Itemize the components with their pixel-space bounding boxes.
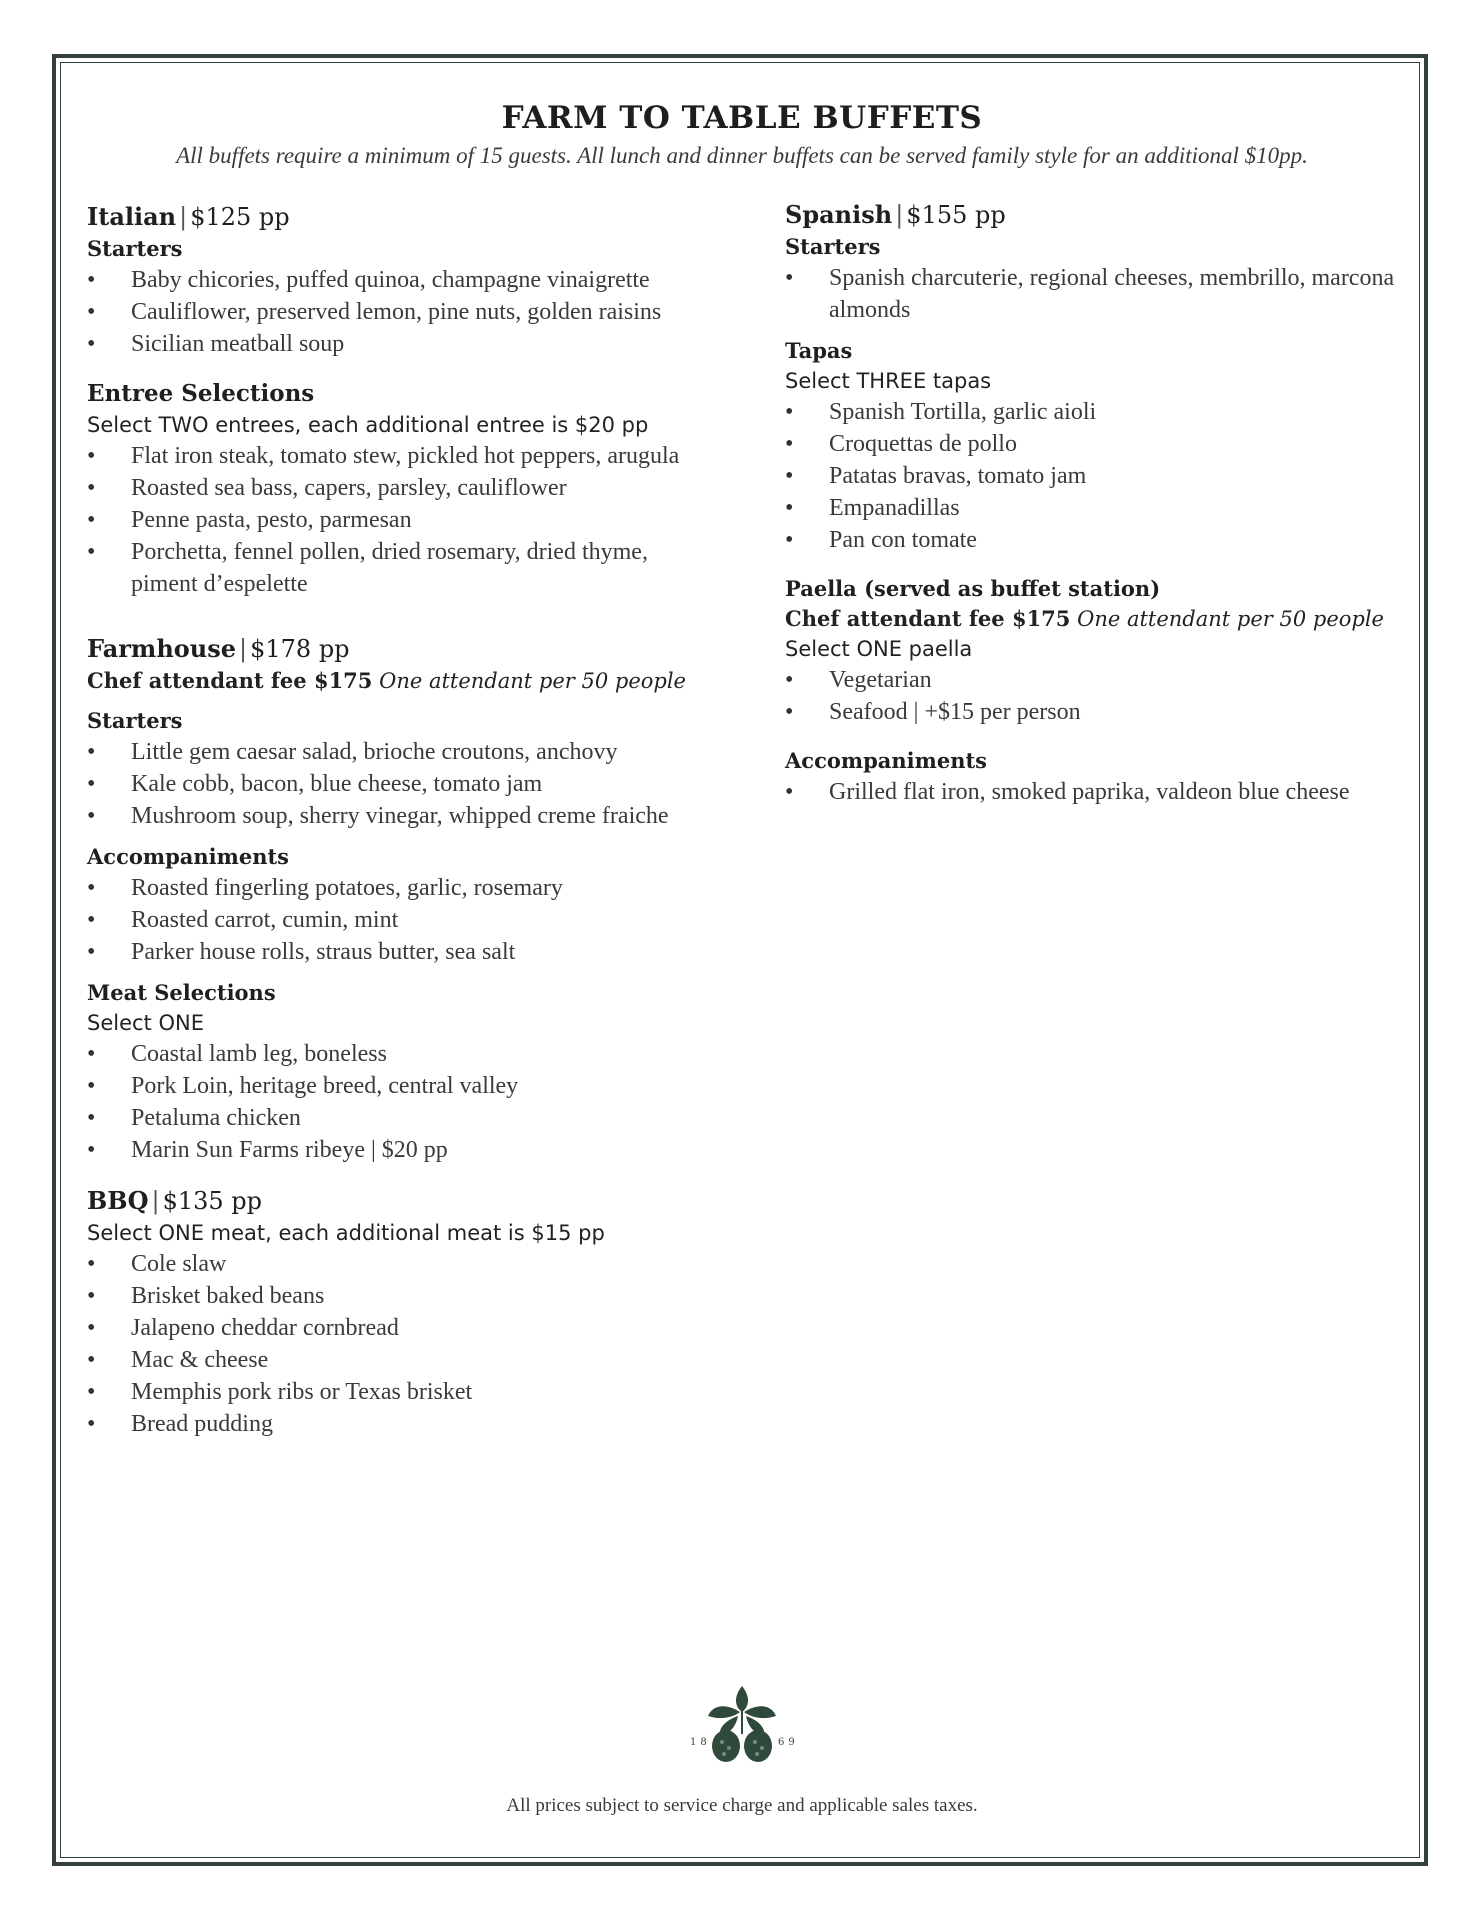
list-item: • Little gem caesar salad, brioche croutons, anchovy bbox=[87, 736, 707, 768]
list-item: • Mac & cheese bbox=[87, 1344, 707, 1376]
list-item: • Roasted sea bass, capers, parsley, cauliflower bbox=[87, 472, 707, 504]
left-column bbox=[87, 200, 707, 1440]
list-item: • Patatas bravas, tomato jam bbox=[785, 460, 1425, 492]
spanish-tapas-list bbox=[785, 396, 1425, 556]
list-item: • Petaluma chicken bbox=[87, 1102, 707, 1134]
list-item: • Bread pudding bbox=[87, 1408, 707, 1440]
list-item: • Memphis pork ribs or Texas brisket bbox=[87, 1376, 707, 1408]
spanish-paella-label: Paella (served as buffet station) bbox=[785, 576, 1161, 601]
spanish-paella-note: Select ONE paella bbox=[785, 637, 973, 661]
italian-entree-note: Select TWO entrees, each additional entree is $20 pp bbox=[87, 413, 649, 437]
list-item: • Marin Sun Farms ribeye | $20 pp bbox=[87, 1134, 707, 1166]
italian-heading bbox=[87, 200, 707, 234]
logo-year-right: 69 bbox=[778, 1737, 799, 1748]
spanish-separator: | bbox=[895, 201, 904, 229]
bbq-separator: | bbox=[151, 1187, 160, 1215]
bbq-name: BBQ bbox=[87, 1186, 149, 1215]
spanish-starters-label: Starters bbox=[785, 234, 881, 259]
farmhouse-fee-label: Chef attendant fee $175 bbox=[87, 668, 373, 693]
list-item: • Roasted carrot, cumin, mint bbox=[87, 904, 707, 936]
list-item: • Coastal lamb leg, boneless bbox=[87, 1038, 707, 1070]
spanish-starters-list bbox=[785, 262, 1425, 326]
list-item: • Jalapeno cheddar cornbread bbox=[87, 1312, 707, 1344]
list-item: • Porchetta, fennel pollen, dried rosemary, dried thyme, piment d’espelette bbox=[87, 536, 707, 600]
list-item: • Flat iron steak, tomato stew, pickled hot peppers, arugula bbox=[87, 440, 707, 472]
spanish-accompaniments-list bbox=[785, 776, 1425, 808]
list-item: • Parker house rolls, straus butter, sea salt bbox=[87, 936, 707, 968]
list-item: • Pan con tomate bbox=[785, 524, 1425, 556]
list-item: • Sicilian meatball soup bbox=[87, 328, 707, 360]
farmhouse-fee-note: One attendant per 50 people bbox=[379, 669, 686, 693]
list-item: • Seafood | +$15 per person bbox=[785, 696, 1425, 728]
farmhouse-heading bbox=[87, 632, 707, 666]
list-item: • Mushroom soup, sherry vinegar, whipped creme fraiche bbox=[87, 800, 707, 832]
list-item: • Cauliflower, preserved lemon, pine nuts, golden raisins bbox=[87, 296, 707, 328]
list-item: • Kale cobb, bacon, blue cheese, tomato jam bbox=[87, 768, 707, 800]
list-item: • Spanish Tortilla, garlic aioli bbox=[785, 396, 1425, 428]
logo-year-left: 18 bbox=[690, 1737, 711, 1748]
italian-price: $125 pp bbox=[190, 203, 290, 231]
spanish-paella-list bbox=[785, 664, 1425, 728]
farmhouse-accompaniments-list bbox=[87, 872, 707, 968]
bbq-list bbox=[87, 1248, 707, 1440]
farmhouse-fee bbox=[87, 666, 707, 696]
right-column bbox=[785, 198, 1425, 808]
spanish-name: Spanish bbox=[785, 200, 893, 229]
list-item: • Roasted fingerling potatoes, garlic, rosemary bbox=[87, 872, 707, 904]
farmhouse-starters-list bbox=[87, 736, 707, 832]
farmhouse-price: $178 pp bbox=[250, 635, 350, 663]
list-item: • Grilled flat iron, smoked paprika, valdeon blue cheese bbox=[785, 776, 1425, 808]
farmhouse-name: Farmhouse bbox=[87, 634, 237, 663]
list-item: • Pork Loin, heritage breed, central valley bbox=[87, 1070, 707, 1102]
list-item: • Cole slaw bbox=[87, 1248, 707, 1280]
leaf-fruit-logo-icon bbox=[672, 1678, 812, 1778]
spanish-paella-fee bbox=[785, 604, 1425, 634]
spanish-price: $155 pp bbox=[906, 201, 1006, 229]
page-subtitle: All buffets require a minimum of 15 guests. All lunch and dinner buffets can be served family style for an additional $10pp. bbox=[176, 143, 1308, 168]
list-item: • Baby chicories, puffed quinoa, champagne vinaigrette bbox=[87, 264, 707, 296]
bbq-price: $135 pp bbox=[162, 1187, 263, 1215]
italian-separator: | bbox=[179, 203, 188, 231]
farmhouse-starters-label: Starters bbox=[87, 708, 183, 733]
list-item: • Vegetarian bbox=[785, 664, 1425, 696]
italian-entree-label: Entree Selections bbox=[87, 380, 315, 407]
spanish-accompaniments-label: Accompaniments bbox=[785, 748, 988, 773]
bbq-note: Select ONE meat, each additional meat is $15 pp bbox=[87, 1221, 605, 1245]
spanish-tapas-note: Select THREE tapas bbox=[785, 369, 992, 393]
list-item: • Empanadillas bbox=[785, 492, 1425, 524]
farmhouse-separator: | bbox=[239, 635, 248, 663]
italian-entree-list bbox=[87, 440, 707, 600]
page-title: FARM TO TABLE BUFFETS bbox=[501, 100, 983, 136]
footer-note: All prices subject to service charge and applicable sales taxes. bbox=[506, 1795, 978, 1816]
spanish-paella-fee-note: One attendant per 50 people bbox=[1077, 607, 1384, 631]
spanish-tapas-label: Tapas bbox=[785, 338, 853, 363]
list-item: • Penne pasta, pesto, parmesan bbox=[87, 504, 707, 536]
bbq-heading bbox=[87, 1184, 707, 1218]
farmhouse-meat-note: Select ONE bbox=[87, 1011, 204, 1035]
list-item: • Spanish charcuterie, regional cheeses, membrillo, marcona almonds bbox=[785, 262, 1425, 326]
italian-name: Italian bbox=[87, 202, 177, 231]
spanish-paella-fee-label: Chef attendant fee $175 bbox=[785, 606, 1071, 631]
spanish-heading bbox=[785, 198, 1425, 232]
italian-starters-list bbox=[87, 264, 707, 360]
list-item: • Brisket baked beans bbox=[87, 1280, 707, 1312]
farmhouse-accompaniments-label: Accompaniments bbox=[87, 844, 290, 869]
farmhouse-meat-label: Meat Selections bbox=[87, 980, 276, 1005]
italian-starters-label: Starters bbox=[87, 236, 183, 261]
farmhouse-meat-list bbox=[87, 1038, 707, 1166]
list-item: • Croquettas de pollo bbox=[785, 428, 1425, 460]
